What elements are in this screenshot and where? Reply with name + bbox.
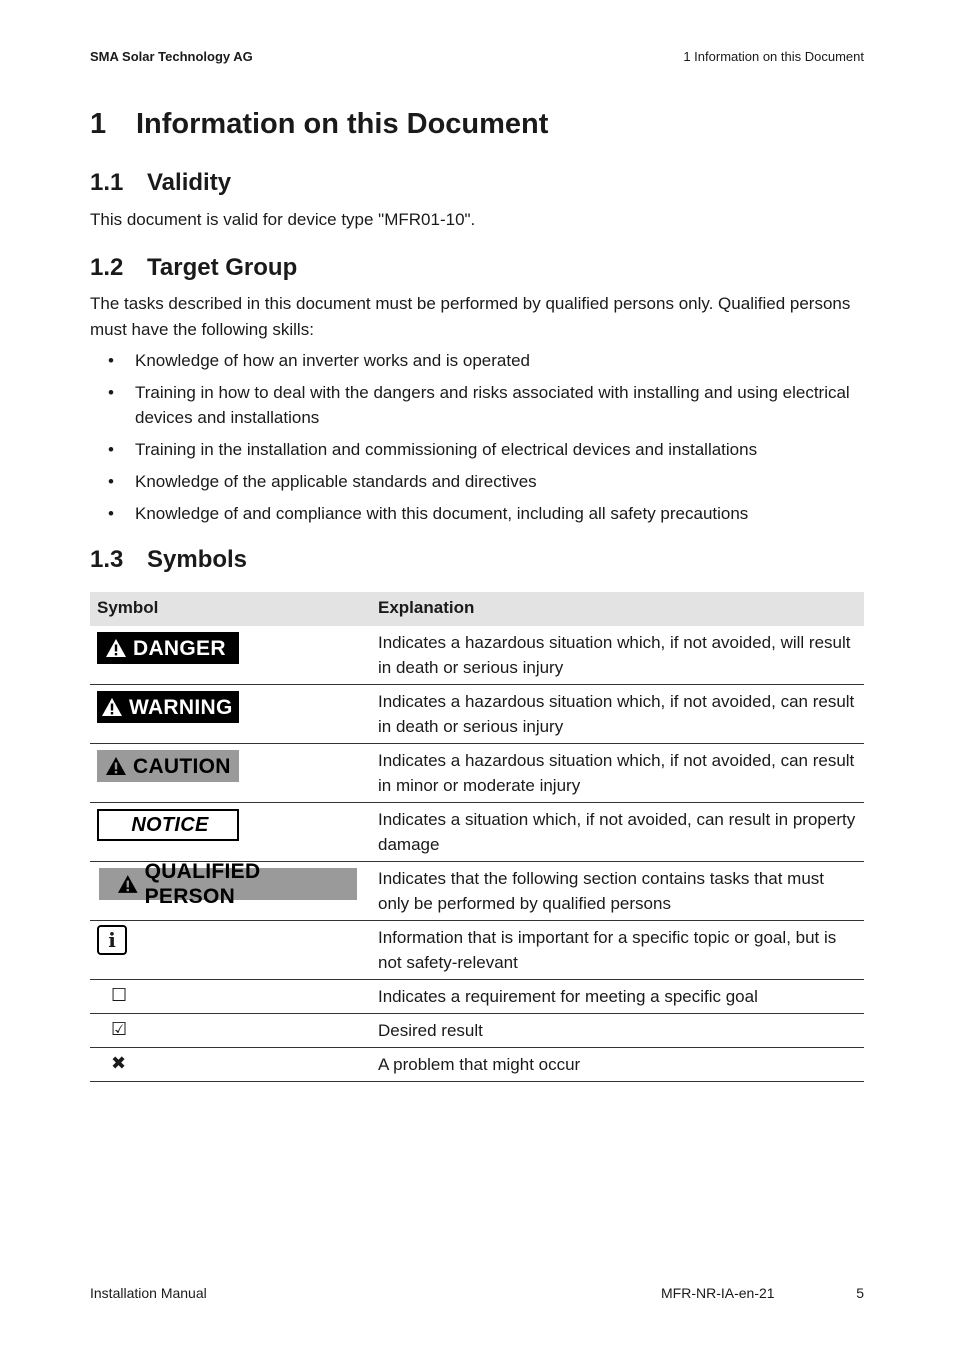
table-header <box>90 592 864 626</box>
explanation-text: Indicates a hazardous situation which, if not avoided, will result in death or serious injury <box>378 633 851 677</box>
cross-icon: ✖ <box>111 1053 127 1073</box>
chapter-title: Information on this Document <box>136 108 549 140</box>
column-header-explanation: Explanation <box>378 598 475 617</box>
section-title: Target Group <box>147 254 298 281</box>
explanation-text: Indicates a situation which, if not avoided, can result in property damage <box>378 810 856 854</box>
document-page <box>90 0 864 1352</box>
skills-list <box>90 348 864 533</box>
section-number: 1.1 <box>90 169 124 196</box>
table-row <box>90 803 864 862</box>
explanation-text: Indicates a hazardous situation which, if not avoided, can result in death or serious injury <box>378 692 855 736</box>
explanation-text: Indicates a requirement for meeting a specific goal <box>378 987 758 1006</box>
table-row <box>90 980 864 1014</box>
footer-manual-type: Installation Manual <box>90 1285 207 1301</box>
section-number: 1.3 <box>90 546 124 573</box>
section-validity-heading <box>90 169 231 197</box>
bullet: • <box>108 351 114 370</box>
table-row <box>90 626 864 685</box>
warning-triangle-icon <box>117 874 139 894</box>
warning-triangle-icon <box>105 638 127 658</box>
list-item: • Knowledge of the applicable standards and directives <box>90 469 864 494</box>
bullet: • <box>108 472 114 491</box>
explanation-text: Indicates that the following section contains tasks that must only be performed by qualified persons <box>378 869 825 913</box>
warning-triangle-icon <box>101 697 123 717</box>
table-row <box>90 921 864 980</box>
column-header-symbol: Symbol <box>97 598 159 617</box>
chapter-heading <box>90 108 548 141</box>
section-number: 1.2 <box>90 254 124 281</box>
chapter-number: 1 <box>90 108 107 140</box>
notice-badge: NOTICE <box>97 809 239 841</box>
list-item: • Knowledge of how an inverter works and is operated <box>90 348 864 373</box>
table-row <box>90 1014 864 1048</box>
table-row <box>90 744 864 803</box>
target-group-intro: The tasks described in this document must be performed by qualified persons only. Qualified persons must have the following skills: <box>90 294 851 339</box>
qualified-person-badge: QUALIFIED PERSON <box>99 868 357 900</box>
warning-badge: WARNING <box>97 691 239 723</box>
explanation-text: Information that is important for a specific topic or goal, but is not safety-relevant <box>378 928 837 972</box>
section-symbols-heading <box>90 546 247 574</box>
explanation-text: Desired result <box>378 1021 483 1040</box>
header-company: SMA Solar Technology AG <box>90 49 253 64</box>
bullet: • <box>108 504 114 523</box>
footer-doc-id: MFR-NR-IA-en-21 <box>661 1285 775 1301</box>
header-chapter: 1 Information on this Document <box>683 49 864 64</box>
info-icon: i <box>97 925 127 955</box>
bullet: • <box>108 383 114 402</box>
list-item: • Knowledge of and compliance with this document, including all safety precautions <box>90 501 864 526</box>
section-title: Symbols <box>147 546 248 573</box>
explanation-text: A problem that might occur <box>378 1055 581 1074</box>
checkbox-empty-icon: ☐ <box>111 985 128 1005</box>
checkbox-checked-icon: ☑ <box>111 1019 128 1039</box>
table-row <box>90 862 864 921</box>
list-item: • Training in the installation and commissioning of electrical devices and installations <box>90 437 864 462</box>
caution-badge: CAUTION <box>97 750 239 782</box>
validity-text: This document is valid for device type "MFR01-10". <box>90 210 476 229</box>
page-number: 5 <box>856 1285 864 1301</box>
warning-triangle-icon <box>105 756 127 776</box>
table-row <box>90 1048 864 1082</box>
list-item: • Training in how to deal with the dangers and risks associated with installing and using electrical devices and installations <box>90 380 864 430</box>
bullet: • <box>108 440 114 459</box>
table-row <box>90 685 864 744</box>
section-target-group-heading <box>90 254 297 282</box>
section-title: Validity <box>147 169 232 196</box>
danger-badge: DANGER <box>97 632 239 664</box>
symbols-table <box>90 592 864 1082</box>
explanation-text: Indicates a hazardous situation which, if not avoided, can result in minor or moderate injury <box>378 751 855 795</box>
